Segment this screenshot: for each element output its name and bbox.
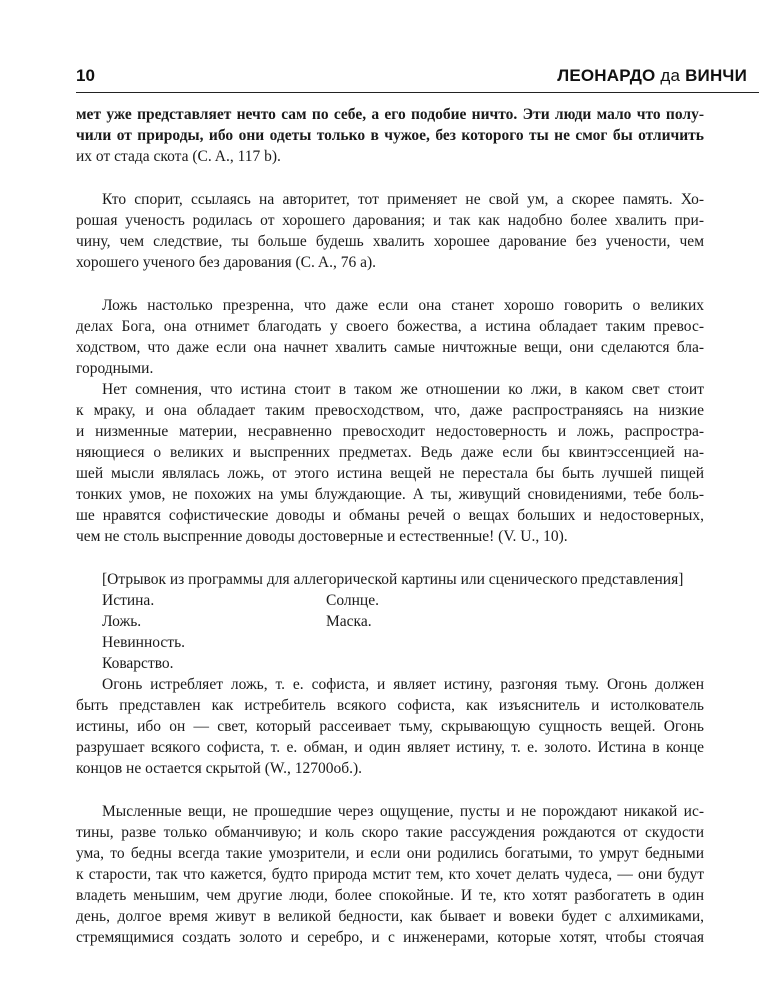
role-name: Маска. <box>326 613 372 630</box>
page-body <box>76 104 704 948</box>
text-line: хорошего ученого без дарования (C. A., 76 a). <box>76 254 376 271</box>
roles-list <box>76 590 704 674</box>
role-name: Ложь. <box>102 613 142 630</box>
text-line: быть представлен как истребитель всякого софиста, как изъяснитель и истолкователь <box>76 697 704 714</box>
text-line: Мысленные вещи, не прошедшие через ощущение, пусты и не порождают никакой ис- <box>102 803 704 820</box>
paragraph-4 <box>76 379 704 547</box>
text-line: тины, разве только обманчивую; и коль скоро такие рассуждения рождаются от скудости <box>76 824 704 841</box>
role-name: Невинность. <box>102 634 186 651</box>
text-line: к старости, так что кажется, будто природа мстит тем, кто хочет делать чудеса, — они будут <box>76 866 704 883</box>
paragraph-2 <box>76 189 704 273</box>
page-header <box>76 64 759 93</box>
running-title: ЛЕОНАРДО да ВИНЧИ <box>557 66 747 85</box>
text-line: чину, чем следствие, ты больше будешь хвалить хорошее дарование без учености, чем <box>76 233 704 250</box>
text-line: мет уже представляет нечто сам по себе, а его подобие ничто. Эти люди мало что полу- <box>76 106 704 123</box>
page-number: 10 <box>76 66 95 85</box>
fragment-heading: [Отрывок из программы для аллегорической картины или сценического представления] <box>102 571 684 588</box>
text-line: чили от природы, ибо они одеты только в чужое, без которого ты не смог бы отличить <box>76 127 704 144</box>
text-line: истины, ибо он — свет, который рассеивает тьму, скрывающую сущность вещей. Огонь <box>76 718 704 735</box>
paragraph-6 <box>76 674 704 779</box>
roles-row <box>76 590 704 611</box>
role-name: Коварство. <box>102 655 174 672</box>
roles-row <box>76 611 704 632</box>
text-line: концов не остается скрытой (W., 12700об.). <box>76 760 363 777</box>
text-line: ума, то бедны всегда такие умозрители, и если они родились богатыми, то умрут бедными <box>76 845 704 862</box>
text-line: городными. <box>76 360 154 377</box>
text-line: к мраку, и она обладает таким превосходством, что, даже распространяясь на низкие <box>76 402 704 419</box>
text-line: Ложь настолько презренна, что даже если она станет хорошо говорить о великих <box>102 297 704 314</box>
text-line: Кто спорит, ссылаясь на авторитет, тот применяет не свой ум, а скорее память. Хо- <box>102 191 704 208</box>
text-line: Огонь истребляет ложь, т. е. софиста, и являет истину, разгоняя тьму. Огонь должен <box>102 676 704 693</box>
text-line: чем не столь выспренние доводы достоверные и естественные! (V. U., 10). <box>76 528 568 545</box>
text-line: шей мысли являлась ложь, от этого истина вещей не перестала бы быть лучшей пищей <box>76 465 704 482</box>
paragraph-1 <box>76 104 704 167</box>
paragraph-7 <box>76 801 704 948</box>
text-line: их от стада скота (C. A., 117 b). <box>76 148 281 165</box>
text-line: ше нравятся софистические доводы и обманы речей о вещах больших и недостоверных, <box>76 507 704 524</box>
text-line: рошая ученость родилась от хорошего дарования; и так как надобно более хвалить при- <box>76 212 704 229</box>
text-line: делах Бога, она отнимет благодать у своего божества, а истина обладает таким превос- <box>76 318 704 335</box>
text-line: Нет сомнения, что истина стоит в таком же отношении ко лжи, в каком свет стоит <box>102 381 704 398</box>
text-line: владеть меньшим, чем другие люди, более спокойные. И те, кто хотят разбогатеть в один <box>76 887 704 904</box>
paragraph-5-heading <box>76 569 704 590</box>
text-line: и низменные материи, несравненно превосходит недостоверность и ложь, распростра- <box>76 423 704 440</box>
text-line: тонких умов, не похожих на умы блуждающие. А ты, живущий сновидениями, тебе боль- <box>76 486 704 503</box>
paragraph-3 <box>76 295 704 379</box>
text-line: стремящимися создать золото и серебро, и с инженерами, которые хотят, чтобы стоячая <box>76 929 704 946</box>
role-name: Истина. <box>102 592 155 609</box>
role-name: Солнце. <box>326 592 379 609</box>
roles-row <box>76 632 704 653</box>
text-line: разрушает всякого софиста, т. е. обман, и один являет истину, т. е. золото. Истина в конце <box>76 739 704 756</box>
text-line: ходством, что даже если она начнет хвалить самые ничтожные вещи, они сделаются бла- <box>76 339 704 356</box>
text-line: няющиеся о великих и выспренних предметах. Ведь даже если бы квинтэссенцией на- <box>76 444 704 461</box>
roles-row <box>76 653 704 674</box>
text-line: день, долгое время живут в великой бедности, как бывает и вовеки будет с алхимиками, <box>76 908 704 925</box>
